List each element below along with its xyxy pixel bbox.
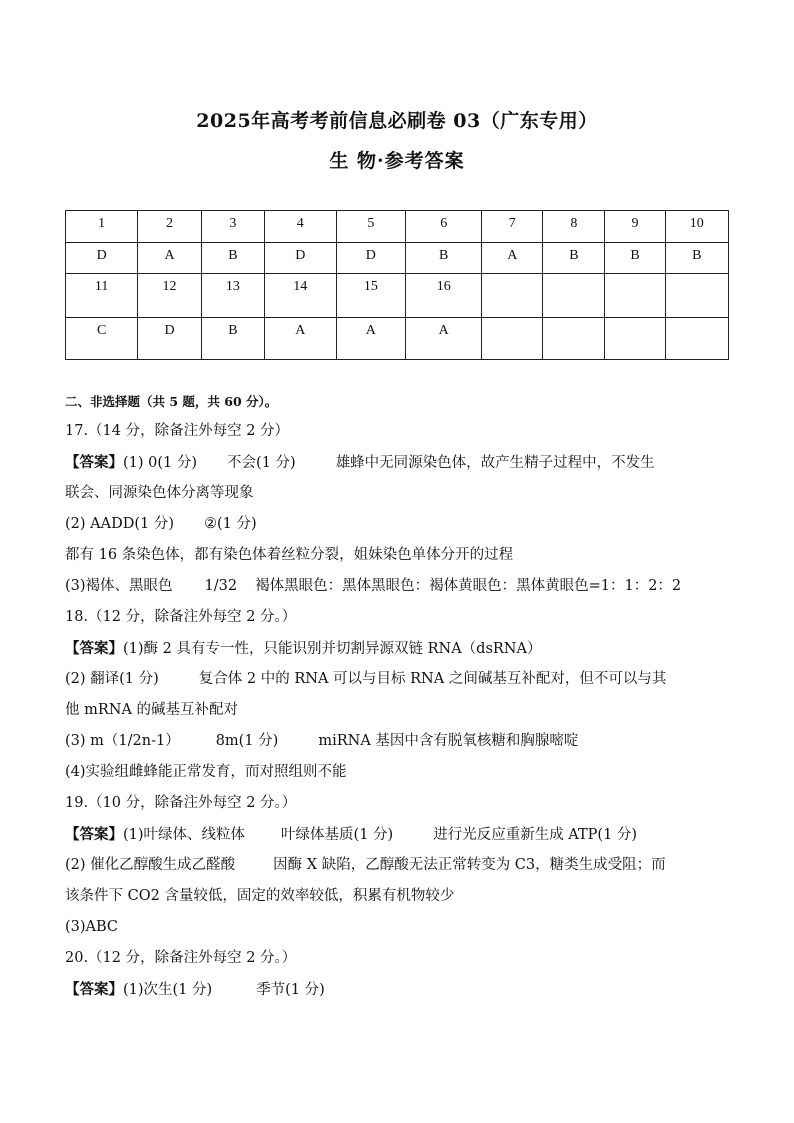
table-cell: 16 xyxy=(406,274,482,318)
q18-line-4 xyxy=(65,726,730,757)
q18-line-2 xyxy=(65,664,730,695)
table-cell: 7 xyxy=(482,211,543,243)
table-cell: 15 xyxy=(336,274,406,318)
q17-answer-3: 雄蜂中无同源染色体，故产生精子过程中，不发生 xyxy=(335,455,655,471)
q19-line-3: 该条件下 CO2 含量较低，固定的效率较低，积累有机物较少 xyxy=(65,888,455,904)
table-cell xyxy=(605,318,665,360)
table-cell: A xyxy=(336,318,406,360)
q19-answer-4: (2) 催化乙醇酸生成乙醛酸 xyxy=(65,857,236,873)
page-subtitle: 生 物·参考答案 xyxy=(329,150,465,172)
table-cell: 11 xyxy=(66,274,138,318)
table-row xyxy=(66,274,729,318)
table-cell: 12 xyxy=(138,274,201,318)
q18-answer-1: (1)酶 2 具有专一性，只能识别并切割异源双链 RNA（dsRNA） xyxy=(123,641,542,657)
q19-header: 19.（10 分，除备注外每空 2 分。） xyxy=(65,795,297,811)
q18-answer-3: 复合体 2 中的 RNA 可以与目标 RNA 之间碱基互补配对，但不可以与其 xyxy=(198,671,667,687)
table-cell: 3 xyxy=(201,211,264,243)
table-cell: 2 xyxy=(138,211,201,243)
table-cell: 13 xyxy=(201,274,264,318)
answer-tag: 【答案】 xyxy=(65,454,123,471)
table-cell: B xyxy=(406,243,482,274)
q17-answer-8: 褐体黑眼色：黑体黑眼色：褐体黄眼色：黑体黄眼色=1：1：2：2 xyxy=(255,578,682,594)
table-cell: B xyxy=(605,243,665,274)
table-row xyxy=(66,211,729,243)
table-cell: D xyxy=(138,318,201,360)
table-cell xyxy=(665,318,728,360)
q17-answer-6: (3)褐体、黑眼色 xyxy=(65,578,173,594)
table-cell: B xyxy=(201,318,264,360)
table-row xyxy=(66,318,729,360)
table-cell: D xyxy=(336,243,406,274)
q20-answer-1: (1)次生(1 分) xyxy=(123,982,213,998)
table-cell xyxy=(482,274,543,318)
table-cell: 10 xyxy=(665,211,728,243)
table-cell: A xyxy=(482,243,543,274)
table-cell: D xyxy=(66,243,138,274)
table-cell xyxy=(605,274,665,318)
answer-tag: 【答案】 xyxy=(65,640,123,657)
q17-header: 17.（14 分，除备注外每空 2 分） xyxy=(65,423,290,439)
q18-line-5: (4)实验组雌蜂能正常发育，而对照组则不能 xyxy=(65,764,347,780)
q19-line-2 xyxy=(65,850,730,881)
table-cell xyxy=(543,274,605,318)
q17-answer-5: ②(1 分) xyxy=(204,516,257,532)
table-cell: 8 xyxy=(543,211,605,243)
answers-body xyxy=(65,392,730,1005)
q19-answer-2: 叶绿体基质(1 分) xyxy=(281,827,394,843)
table-row xyxy=(66,243,729,274)
q18-line-1 xyxy=(65,633,730,664)
table-cell xyxy=(543,318,605,360)
table-cell: D xyxy=(265,243,336,274)
q17-line-5 xyxy=(65,571,730,602)
table-cell: 4 xyxy=(265,211,336,243)
q19-answer-3: 进行光反应重新生成 ATP(1 分) xyxy=(433,827,638,843)
q17-answer-4: (2) AADD(1 分) xyxy=(65,516,174,532)
q17-answer-1: (1) 0(1 分) xyxy=(123,455,198,471)
q17-line-1 xyxy=(65,447,730,478)
table-cell: B xyxy=(665,243,728,274)
table-cell: 6 xyxy=(406,211,482,243)
table-cell: A xyxy=(265,318,336,360)
q19-answer-1: (1)叶绿体、线粒体 xyxy=(123,827,246,843)
q19-line-4: (3)ABC xyxy=(65,919,119,935)
q19-line-1 xyxy=(65,819,730,850)
q17-line-3 xyxy=(65,509,730,540)
table-cell: B xyxy=(201,243,264,274)
table-cell: 1 xyxy=(66,211,138,243)
q18-line-3: 他 mRNA 的碱基互补配对 xyxy=(65,702,239,718)
answer-tag: 【答案】 xyxy=(65,826,123,843)
q20-header: 20.（12 分，除备注外每空 2 分。） xyxy=(65,950,297,966)
table-cell: 14 xyxy=(265,274,336,318)
q18-answer-2: (2) 翻译(1 分) xyxy=(65,671,159,687)
q17-answer-7: 1/32 xyxy=(204,578,238,594)
table-cell: C xyxy=(66,318,138,360)
table-cell: 5 xyxy=(336,211,406,243)
q17-line-2: 联会、同源染色体分离等现象 xyxy=(65,485,254,501)
page-title: 2025年高考考前信息必刷卷 03（广东专用） xyxy=(196,110,598,132)
section-heading: 二、非选择题（共 5 题，共 60 分）。 xyxy=(65,394,278,409)
answer-tag: 【答案】 xyxy=(65,981,123,998)
q20-line-1 xyxy=(65,974,730,1005)
table-cell: B xyxy=(543,243,605,274)
table-cell: A xyxy=(406,318,482,360)
table-cell: A xyxy=(138,243,201,274)
q18-answer-4: (3) m（1/2n-1） xyxy=(65,733,180,749)
q20-answer-2: 季节(1 分) xyxy=(256,982,325,998)
q18-answer-6: miRNA 基因中含有脱氧核糖和胸腺嘧啶 xyxy=(318,733,579,749)
answer-table xyxy=(65,210,729,360)
q18-header: 18.（12 分，除备注外每空 2 分。） xyxy=(65,609,297,625)
q19-answer-5: 因酶 X 缺陷，乙醇酸无法正常转变为 C3，糖类生成受阻；而 xyxy=(273,857,666,873)
table-cell xyxy=(665,274,728,318)
q17-answer-2: 不会(1 分) xyxy=(227,455,296,471)
table-cell: 9 xyxy=(605,211,665,243)
table-cell xyxy=(482,318,543,360)
q17-line-4: 都有 16 条染色体，都有染色体着丝粒分裂，姐妹染色单体分开的过程 xyxy=(65,547,514,563)
q18-answer-5: 8m(1 分) xyxy=(215,733,279,749)
